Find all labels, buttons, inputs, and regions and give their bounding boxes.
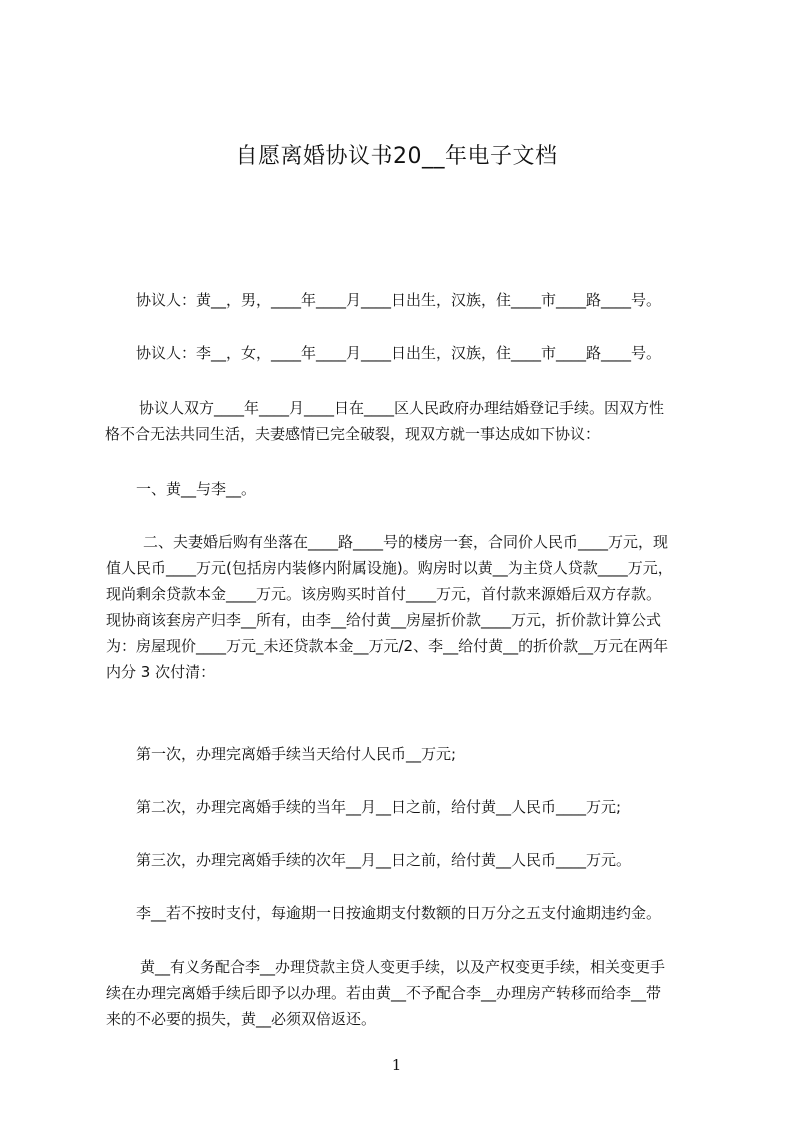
page-number: 1 [391,1056,402,1074]
document-title: 自愿离婚协议书20__年电子文档 [235,144,558,169]
intro-line-1: 协议人双方____年____月____日在____区人民政府办理结婚登记手续。因双方性 [139,399,665,417]
obligation-line-2: 续在办理完离婚手续后即予以办理。若由黄__不予配合李__办理房产转移而给李__带 [106,984,662,1002]
party-2-line: 协议人：李__，女，____年____月____日出生，汉族，住____市____路____号。 [136,344,662,362]
clause-2-line-6: 内分 3 次付清： [106,663,216,681]
payment-1-line: 第一次，办理完离婚手续当天给付人民币__万元; [136,745,457,763]
clause-2-line-2: 值人民币____万元(包括房内装修内附属设施)。购房时以黄__为主贷人贷款____万元， [106,559,673,577]
party-1-line: 协议人：黄__，男，____年____月____日出生，汉族，住____市____路____号。 [136,291,662,309]
clause-2-line-1: 二、夫妻婚后购有坐落在____路____号的楼房一套，合同价人民币____万元，现 [143,533,669,551]
payment-2-line: 第二次，办理完离婚手续的当年__月__日之前，给付黄__人民币____万元; [136,798,622,816]
penalty-line: 李__若不按时支付，每逾期一日按逾期支付数额的日万分之五支付逾期违约金。 [136,904,662,922]
clause-2-line-5: 为：房屋现价____万元_未还贷款本金__万元/2、李__给付黄__的折价款__万元在两年 [106,637,669,655]
clause-2-line-4: 现协商该套房产归李__所有，由李__给付黄__房屋折价款____万元，折价款计算公式 [106,611,662,629]
obligation-line-1: 黄__有义务配合李__办理贷款主贷人变更手续，以及产权变更手续，相关变更手 [140,958,666,976]
clause-2-line-3: 现尚剩余贷款本金____万元。该房购买时首付____万元，首付款来源婚后双方存款。 [106,585,662,603]
intro-line-2: 格不合无法共同生活，夫妻感情已完全破裂，现双方就一事达成如下协议： [105,425,601,443]
payment-3-line: 第三次，办理完离婚手续的次年__月__日之前，给付黄__人民币____万元。 [136,851,632,869]
clause-1-line: 一、黄__与李__。 [136,480,257,498]
obligation-line-3: 来的不必要的损失，黄__必须双倍返还。 [106,1010,377,1028]
